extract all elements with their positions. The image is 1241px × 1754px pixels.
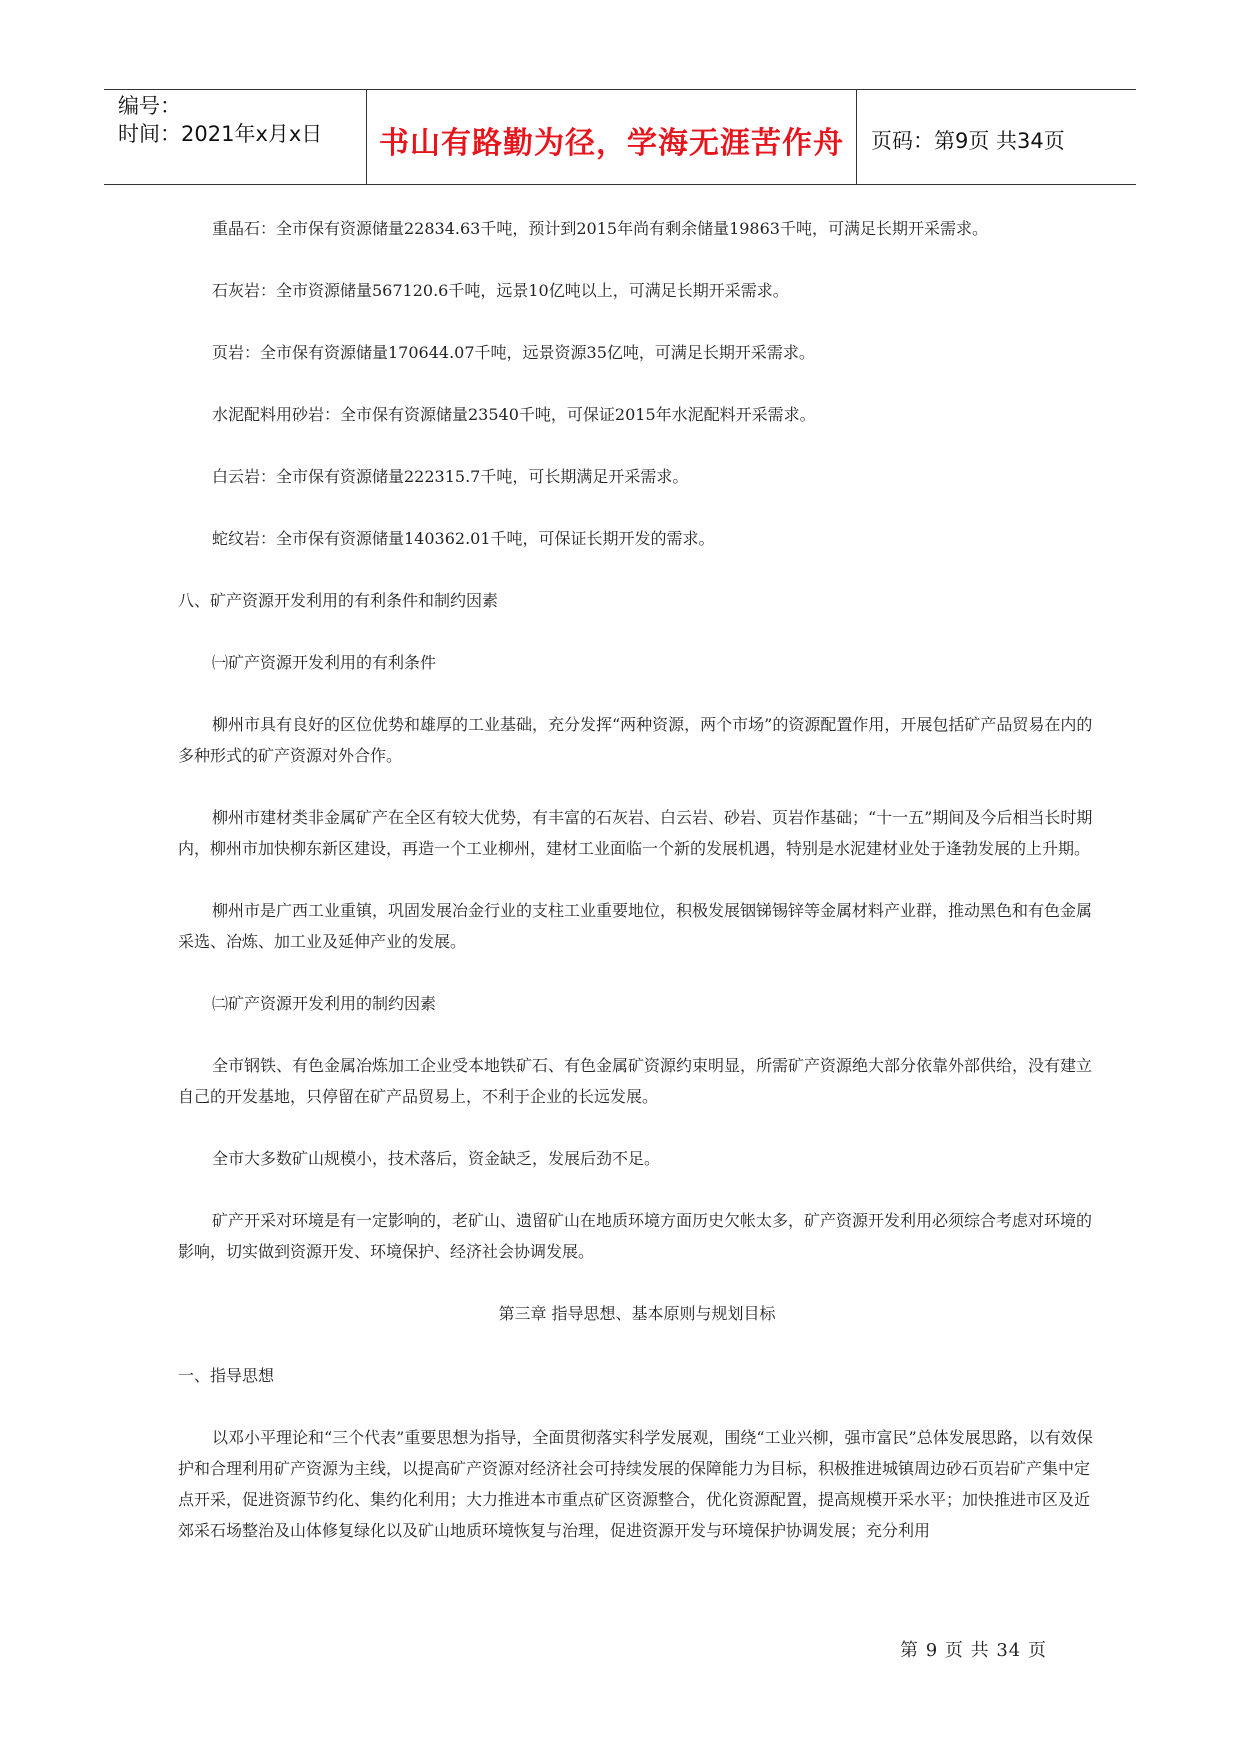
paragraph-steel-constraint: 全市钢铁、有色金属冶炼加工企业受本地铁矿石、有色金属矿资源约束明显，所需矿产资源绝大部分依靠外部供给，没有建立自己的开发基地，只停留在矿产品贸易上，不利于企业的长远发展。 — [178, 1056, 1093, 1106]
paragraph-guiding-thought: 以邓小平理论和“三个代表”重要思想为指导，全面贯彻落实科学发展观，围绕“工业兴柳，强市富民”总体发展思路，以有效保护和合理利用矿产资源为主线，以提高矿产资源对经济社会可持续发展的保障能力为目标，积极推进城镇周边砂石页岩矿产集中定点开采，促进资源节约化、集约化利用；大力推进本市重点矿区资源整合，优化资源配置，提高规模开采水平；加快推进市区及近郊采石场整治及山体修复绿化以及矿山地质环境恢复与治理，促进资源开发与环境保护协调发展；充分利用 — [178, 1428, 1093, 1540]
document-time-label: 时间：2021年x月x日 — [118, 122, 323, 146]
header-motto: 书山有路勤为径，学海无涯苦作舟 — [367, 90, 857, 184]
paragraph-limestone: 石灰岩：全市资源储量567120.6千吨，远景10亿吨以上，可满足长期开采需求。 — [212, 281, 789, 300]
header-page-label: 页码：第9页 共34页 — [871, 129, 1065, 153]
paragraph-sandstone: 水泥配料用砂岩：全市保有资源储量23540千吨，可保证2015年水泥配料开采需求。 — [212, 405, 816, 424]
paragraph-small-mines: 全市大多数矿山规模小，技术落后，资金缺乏，发展后劲不足。 — [212, 1149, 661, 1168]
paragraph-shale: 页岩：全市保有资源储量170644.07千吨，远景资源35亿吨，可满足长期开采需求。 — [212, 343, 815, 362]
subsection-heading-constraints: ㈡矿产资源开发利用的制约因素 — [212, 994, 437, 1013]
paragraph-environment: 矿产开采对环境是有一定影响的，老矿山、遗留矿山在地质环境方面历史欠帐太多，矿产资源开发利用必须综合考虑对环境的影响，切实做到资源开发、环境保护、经济社会协调发展。 — [178, 1211, 1093, 1261]
paragraph-dolomite: 白云岩：全市保有资源储量222315.7千吨，可长期满足开采需求。 — [212, 467, 689, 486]
header-meta-cell — [104, 90, 367, 184]
subsection-heading-favorable: ㈠矿产资源开发利用的有利条件 — [212, 653, 437, 672]
chapter-title: 第三章 指导思想、基本原则与规划目标 — [498, 1304, 776, 1323]
paragraph-liuzhou-location: 柳州市具有良好的区位优势和雄厚的工业基础，充分发挥“两种资源，两个市场”的资源配置作用，开展包括矿产品贸易在内的多种形式的矿产资源对外合作。 — [178, 715, 1093, 765]
paragraph-industrial-town: 柳州市是广西工业重镇，巩固发展冶金行业的支柱工业重要地位，积极发展铟锑锡锌等金属材料产业群，推动黑色和有色金属采选、冶炼、加工业及延伸产业的发展。 — [178, 901, 1093, 951]
document-header — [104, 89, 1136, 185]
paragraph-serpentine: 蛇纹岩：全市保有资源储量140362.01千吨，可保证长期开发的需求。 — [212, 529, 715, 548]
paragraph-building-materials: 柳州市建材类非金属矿产在全区有较大优势，有丰富的石灰岩、白云岩、砂岩、页岩作基础；“十一五”期间及今后相当长时期内，柳州市加快柳东新区建设，再造一个工业柳州，建材工业面临一个新的发展机遇，特别是水泥建材业处于逢勃发展的上升期。 — [178, 808, 1093, 858]
page-footer: 第 9 页 共 34 页 — [900, 1640, 1047, 1661]
paragraph-barite: 重晶石：全市保有资源储量22834.63千吨，预计到2015年尚有剩余储量19863千吨，可满足长期开采需求。 — [212, 219, 988, 238]
section-heading-guiding: 一、指导思想 — [178, 1366, 275, 1385]
document-body — [178, 213, 1096, 1546]
document-number-label: 编号： — [118, 94, 181, 118]
section-heading-8: 八、矿产资源开发利用的有利条件和制约因素 — [178, 591, 499, 610]
